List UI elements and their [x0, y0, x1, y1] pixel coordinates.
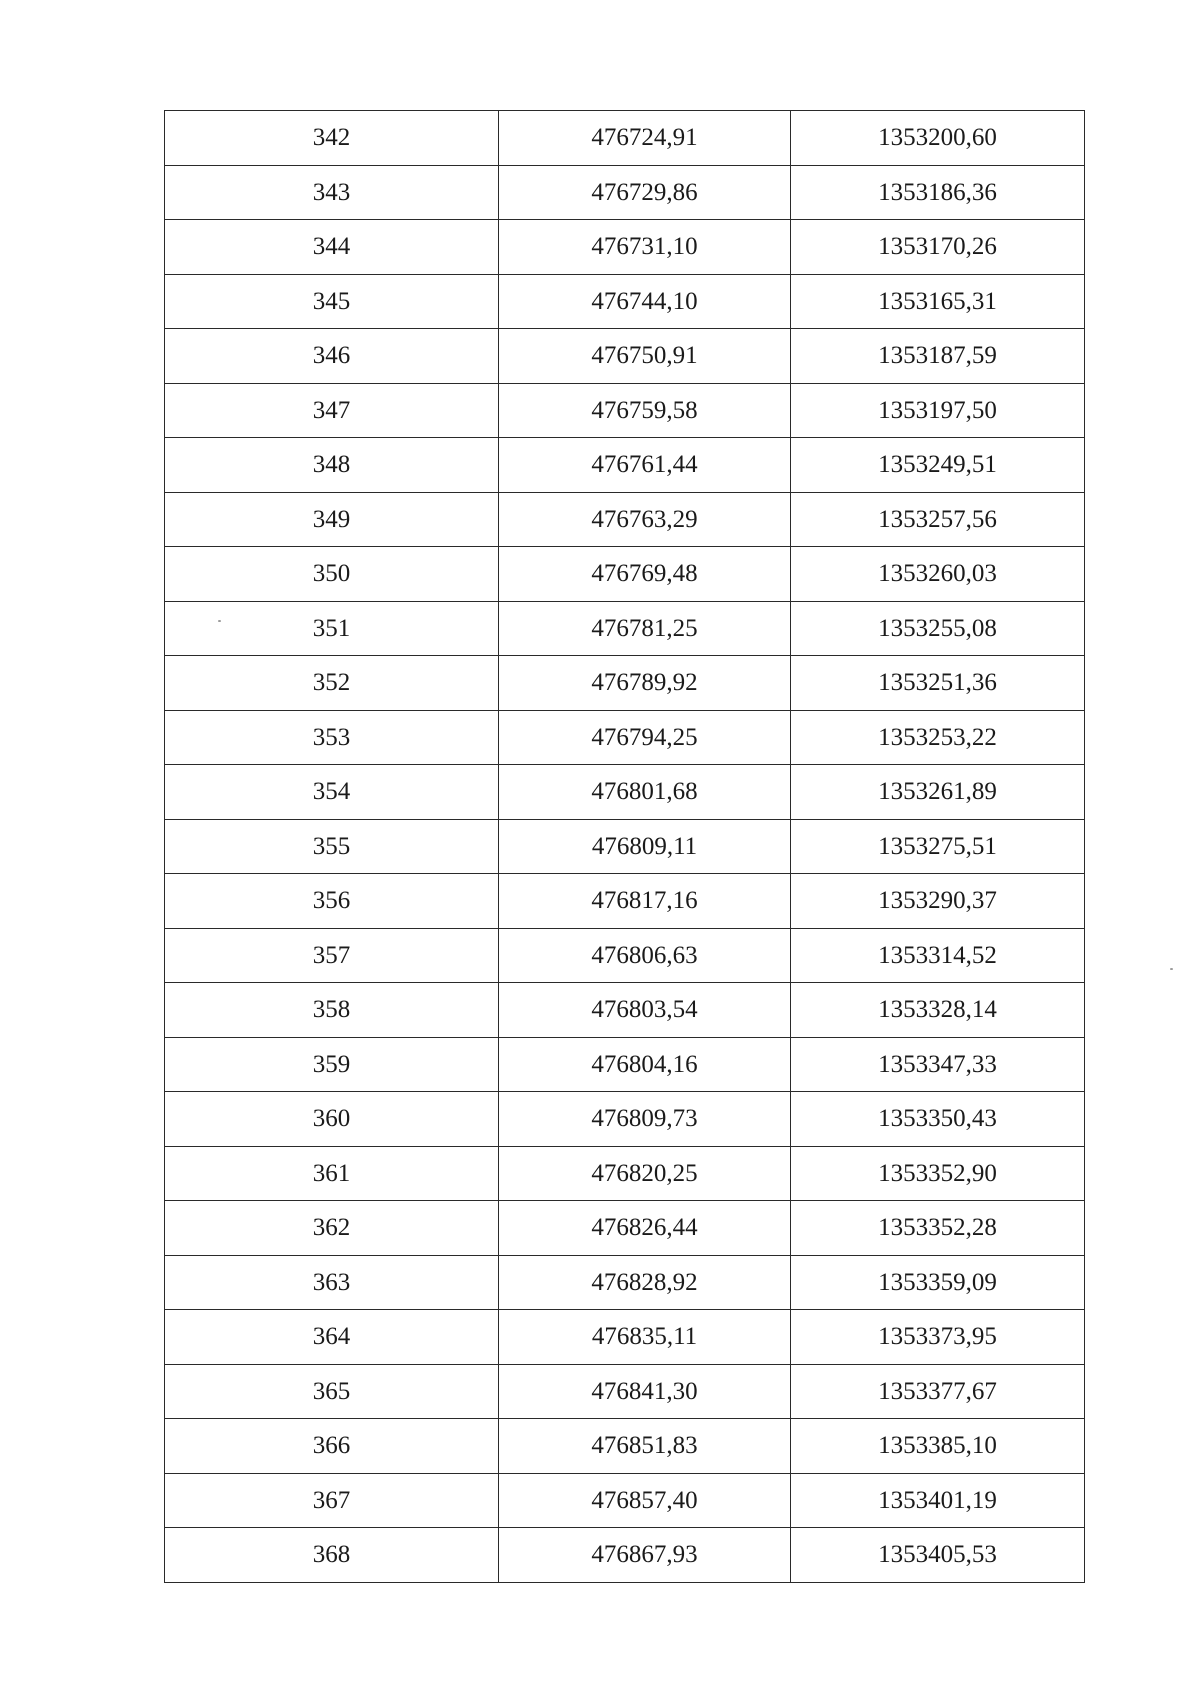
point-number-cell: 347: [165, 383, 499, 438]
point-number-cell: 365: [165, 1364, 499, 1419]
table-row: [165, 983, 1085, 1038]
point-number-cell: 361: [165, 1146, 499, 1201]
table-row: [165, 1255, 1085, 1310]
x-coordinate-cell: 476804,16: [499, 1037, 791, 1092]
point-number-cell: 346: [165, 329, 499, 384]
point-number-cell: 358: [165, 983, 499, 1038]
point-number-cell: 349: [165, 492, 499, 547]
table-row: [165, 710, 1085, 765]
x-coordinate-cell: 476857,40: [499, 1473, 791, 1528]
y-coordinate-cell: 1353251,36: [791, 656, 1085, 711]
scan-speck: [1170, 968, 1173, 970]
y-coordinate-cell: 1353401,19: [791, 1473, 1085, 1528]
table-row: [165, 274, 1085, 329]
x-coordinate-cell: 476781,25: [499, 601, 791, 656]
y-coordinate-cell: 1353373,95: [791, 1310, 1085, 1365]
y-coordinate-cell: 1353350,43: [791, 1092, 1085, 1147]
point-number-cell: 363: [165, 1255, 499, 1310]
y-coordinate-cell: 1353328,14: [791, 983, 1085, 1038]
y-coordinate-cell: 1353249,51: [791, 438, 1085, 493]
x-coordinate-cell: 476809,73: [499, 1092, 791, 1147]
point-number-cell: 367: [165, 1473, 499, 1528]
x-coordinate-cell: 476817,16: [499, 874, 791, 929]
point-number-cell: 350: [165, 547, 499, 602]
table-row: [165, 928, 1085, 983]
table-row: [165, 1146, 1085, 1201]
table-row: [165, 165, 1085, 220]
table-row: [165, 1364, 1085, 1419]
y-coordinate-cell: 1353200,60: [791, 111, 1085, 166]
y-coordinate-cell: 1353197,50: [791, 383, 1085, 438]
x-coordinate-cell: 476828,92: [499, 1255, 791, 1310]
x-coordinate-cell: 476806,63: [499, 928, 791, 983]
y-coordinate-cell: 1353275,51: [791, 819, 1085, 874]
table-row: [165, 220, 1085, 275]
point-number-cell: 364: [165, 1310, 499, 1365]
x-coordinate-cell: 476761,44: [499, 438, 791, 493]
point-number-cell: 344: [165, 220, 499, 275]
table-row: [165, 601, 1085, 656]
x-coordinate-cell: 476826,44: [499, 1201, 791, 1256]
point-number-cell: 351: [165, 601, 499, 656]
coordinates-table-body: [165, 111, 1085, 1583]
y-coordinate-cell: 1353359,09: [791, 1255, 1085, 1310]
y-coordinate-cell: 1353187,59: [791, 329, 1085, 384]
point-number-cell: 360: [165, 1092, 499, 1147]
table-row: [165, 1092, 1085, 1147]
x-coordinate-cell: 476750,91: [499, 329, 791, 384]
table-row: [165, 438, 1085, 493]
table-row: [165, 656, 1085, 711]
table-row: [165, 765, 1085, 820]
x-coordinate-cell: 476763,29: [499, 492, 791, 547]
point-number-cell: 357: [165, 928, 499, 983]
y-coordinate-cell: 1353290,37: [791, 874, 1085, 929]
y-coordinate-cell: 1353405,53: [791, 1528, 1085, 1583]
point-number-cell: 345: [165, 274, 499, 329]
table-row: [165, 1419, 1085, 1474]
table-row: [165, 111, 1085, 166]
y-coordinate-cell: 1353347,33: [791, 1037, 1085, 1092]
point-number-cell: 343: [165, 165, 499, 220]
table-row: [165, 874, 1085, 929]
x-coordinate-cell: 476809,11: [499, 819, 791, 874]
x-coordinate-cell: 476835,11: [499, 1310, 791, 1365]
x-coordinate-cell: 476759,58: [499, 383, 791, 438]
table-row: [165, 1037, 1085, 1092]
y-coordinate-cell: 1353186,36: [791, 165, 1085, 220]
table-row: [165, 492, 1085, 547]
x-coordinate-cell: 476769,48: [499, 547, 791, 602]
point-number-cell: 366: [165, 1419, 499, 1474]
y-coordinate-cell: 1353165,31: [791, 274, 1085, 329]
point-number-cell: 342: [165, 111, 499, 166]
y-coordinate-cell: 1353257,56: [791, 492, 1085, 547]
point-number-cell: 353: [165, 710, 499, 765]
y-coordinate-cell: 1353253,22: [791, 710, 1085, 765]
x-coordinate-cell: 476789,92: [499, 656, 791, 711]
x-coordinate-cell: 476724,91: [499, 111, 791, 166]
y-coordinate-cell: 1353260,03: [791, 547, 1085, 602]
x-coordinate-cell: 476731,10: [499, 220, 791, 275]
coordinates-table: [164, 110, 1085, 1583]
point-number-cell: 355: [165, 819, 499, 874]
x-coordinate-cell: 476841,30: [499, 1364, 791, 1419]
table-row: [165, 383, 1085, 438]
point-number-cell: 359: [165, 1037, 499, 1092]
table-row: [165, 547, 1085, 602]
point-number-cell: 352: [165, 656, 499, 711]
y-coordinate-cell: 1353385,10: [791, 1419, 1085, 1474]
x-coordinate-cell: 476744,10: [499, 274, 791, 329]
table-row: [165, 1528, 1085, 1583]
y-coordinate-cell: 1353255,08: [791, 601, 1085, 656]
table-row: [165, 1201, 1085, 1256]
x-coordinate-cell: 476803,54: [499, 983, 791, 1038]
y-coordinate-cell: 1353352,90: [791, 1146, 1085, 1201]
table-row: [165, 329, 1085, 384]
point-number-cell: 356: [165, 874, 499, 929]
x-coordinate-cell: 476801,68: [499, 765, 791, 820]
table-row: [165, 1473, 1085, 1528]
y-coordinate-cell: 1353377,67: [791, 1364, 1085, 1419]
y-coordinate-cell: 1353314,52: [791, 928, 1085, 983]
point-number-cell: 362: [165, 1201, 499, 1256]
scan-speck: [218, 620, 221, 622]
point-number-cell: 368: [165, 1528, 499, 1583]
x-coordinate-cell: 476820,25: [499, 1146, 791, 1201]
x-coordinate-cell: 476867,93: [499, 1528, 791, 1583]
x-coordinate-cell: 476729,86: [499, 165, 791, 220]
point-number-cell: 354: [165, 765, 499, 820]
y-coordinate-cell: 1353261,89: [791, 765, 1085, 820]
point-number-cell: 348: [165, 438, 499, 493]
table-row: [165, 819, 1085, 874]
x-coordinate-cell: 476794,25: [499, 710, 791, 765]
table-row: [165, 1310, 1085, 1365]
x-coordinate-cell: 476851,83: [499, 1419, 791, 1474]
y-coordinate-cell: 1353352,28: [791, 1201, 1085, 1256]
y-coordinate-cell: 1353170,26: [791, 220, 1085, 275]
